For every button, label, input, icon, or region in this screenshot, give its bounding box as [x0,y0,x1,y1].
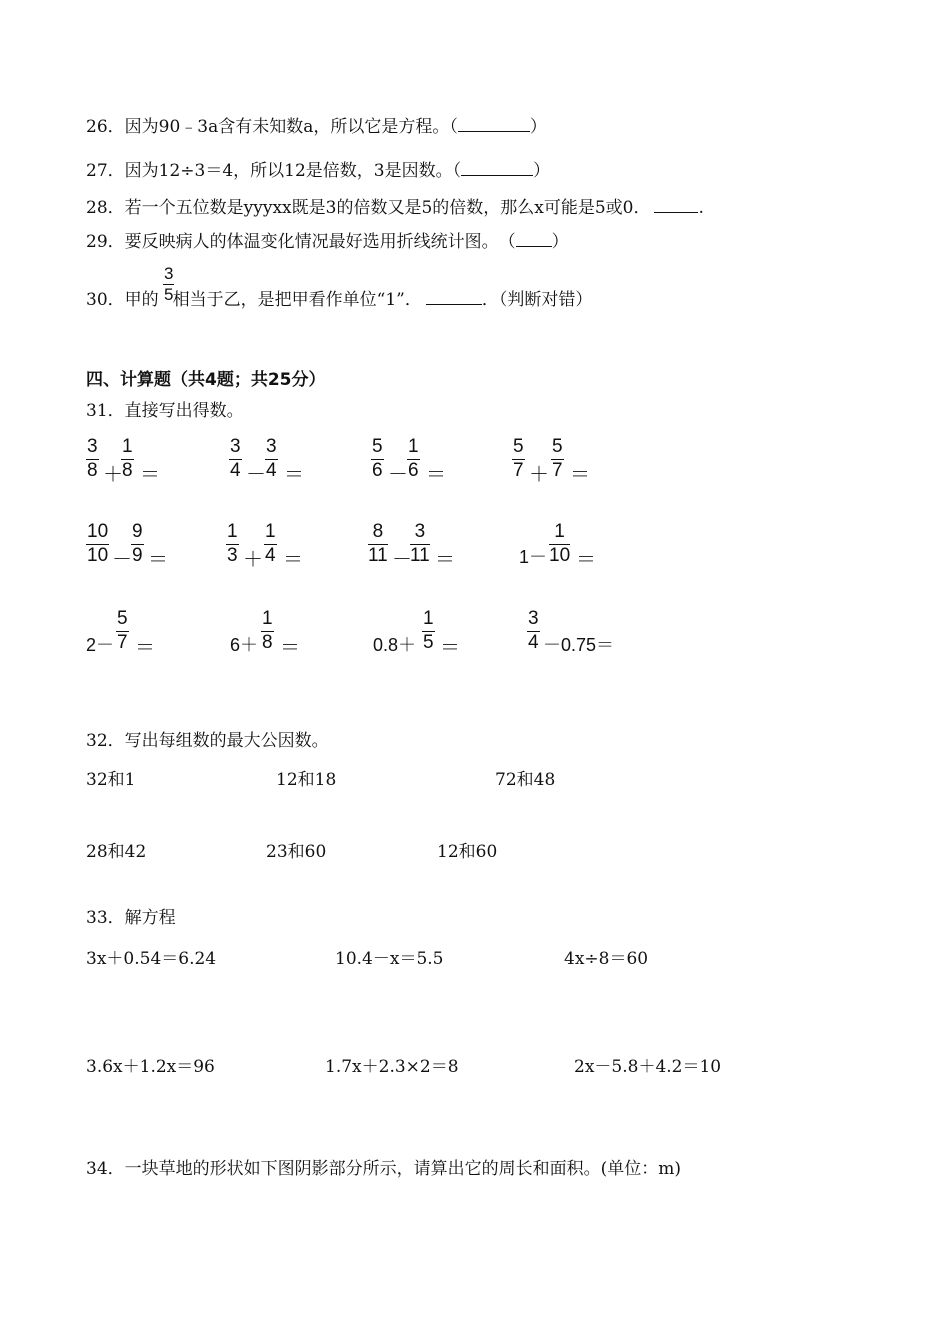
question-32-title: 32．写出每组数的最大公因数。 [86,731,329,751]
question-27 [86,160,550,182]
answer-blank[interactable] [458,117,530,132]
fraction-b [116,609,129,653]
question-end: ） [533,161,551,181]
operator: ＋ [103,464,123,486]
fraction-a [226,522,239,566]
equation: 2x－5.8＋4.2＝10 [574,1057,722,1077]
operator: － [392,549,412,571]
numerator: 1 [121,437,134,460]
numerator: 5 [512,437,525,460]
prefix: 6＋ [230,635,259,655]
question-text: 要反映病人的体温变化情况最好选用折线统计图。 （ [124,232,516,252]
denominator: 5 [164,285,174,304]
numerator: 3 [265,437,278,460]
operator: ＋ [243,549,263,571]
fraction-b [265,437,278,481]
denominator: 4 [230,460,241,481]
numerator: 5 [371,437,384,460]
numerator: 5 [116,609,129,632]
operator: － [112,549,132,571]
question-text: 因为90﹣3a含有未知数a，所以它是方程。（ [124,117,458,137]
equals: ＝ [435,549,455,571]
fraction-b [407,437,420,481]
question-end: . [698,198,704,218]
fraction-b [131,522,144,566]
equation: 4x÷8＝60 [564,949,649,969]
denominator: 11 [410,545,430,566]
numerator: 10 [86,522,109,545]
prefix: 0.8＋ [373,635,417,655]
operator: － [246,464,266,486]
equation: 3x＋0.54＝6.24 [86,949,217,969]
equals: ＝ [148,549,168,571]
numerator: 3 [164,264,174,283]
fraction-a [229,437,242,481]
fraction-b [261,609,274,653]
numerator: 3 [527,609,540,632]
denominator: 8 [122,460,133,481]
question-number: 30． [86,290,125,310]
denominator: 9 [132,545,143,566]
denominator: 8 [262,632,273,653]
gcd-item: 12和18 [276,770,337,790]
denominator: 3 [227,545,238,566]
denominator: 4 [266,460,277,481]
suffix: －0.75＝ [543,635,615,655]
equals: ＝ [576,549,596,571]
question-31-title: 31．直接写出得数。 [86,401,244,421]
equals: ＝ [280,637,300,659]
fraction-a [86,437,99,481]
answer-blank[interactable] [516,232,552,247]
answer-blank[interactable] [654,198,698,213]
numerator: 1 [264,522,277,545]
denominator: 8 [87,460,98,481]
equation: 1.7x＋2.3×2＝8 [325,1057,459,1077]
question-26 [86,116,547,138]
fraction-a [512,437,525,481]
fraction-b [264,522,277,566]
gcd-item: 72和48 [495,770,556,790]
fraction-b [422,609,435,653]
question-text-post: 相当于乙，是把甲看作单位“1”． [172,290,422,310]
denominator: 6 [408,460,419,481]
equals: ＝ [140,464,160,486]
denominator: 7 [117,632,128,653]
gcd-item: 12和60 [437,842,498,862]
denominator: 7 [513,460,524,481]
fraction-b [121,437,134,481]
question-text: 若一个五位数是yyyxx既是3的倍数又是5的倍数，那么x可能是5或0． [124,198,651,218]
denominator: 10 [549,545,571,566]
numerator: 5 [551,437,564,460]
answer-blank[interactable] [461,161,533,176]
question-30 [86,289,592,311]
numerator: 9 [131,522,144,545]
numerator: 3 [86,437,99,460]
denominator: 4 [528,632,539,653]
numerator: 8 [368,522,388,545]
gcd-item: 28和42 [86,842,147,862]
denominator: 4 [265,545,276,566]
fraction-a [527,609,540,653]
equation: 3.6x＋1.2x＝96 [86,1057,215,1077]
equals: ＝ [135,637,155,659]
equation: 10.4－x＝5.5 [335,949,444,969]
operator: － [388,464,408,486]
denominator: 6 [372,460,383,481]
question-number: 29． [86,232,125,252]
denominator: 11 [368,545,388,566]
equals: ＝ [570,464,590,486]
operator: ＋ [529,464,549,486]
numerator: 3 [229,437,242,460]
equals: ＝ [283,549,303,571]
question-29 [86,231,569,253]
prefix: 1－ [519,547,548,567]
fraction-b [410,522,430,566]
question-number: 28． [86,198,125,218]
fraction [163,265,174,303]
denominator: 7 [552,460,563,481]
numerator: 3 [410,522,430,545]
section-title: 四、计算题（共4题；共25分） [86,370,326,390]
question-number: 27． [86,161,125,181]
denominator: 5 [423,632,434,653]
question-end: ．（判断对错） [481,290,593,310]
question-text-pre: 甲的 [124,290,159,310]
fraction-b [549,522,570,566]
question-number: 26． [86,117,125,137]
equals: ＝ [426,464,446,486]
question-end: ） [529,117,547,137]
fraction-a [371,437,384,481]
question-34: 34．一块草地的形状如下图阴影部分所示，请算出它的周长和面积。(单位：m) [86,1159,682,1179]
gcd-item: 32和1 [86,770,136,790]
fraction-b [551,437,564,481]
fraction-a [368,522,388,566]
equals: ＝ [440,637,460,659]
numerator: 1 [407,437,420,460]
prefix: 2－ [86,635,115,655]
question-33-title: 33．解方程 [86,908,176,928]
gcd-item: 23和60 [266,842,327,862]
numerator: 1 [549,522,570,545]
question-28 [86,197,704,219]
fraction-a [86,522,109,566]
numerator: 1 [422,609,435,632]
denominator: 10 [87,545,109,566]
question-end: ） [551,232,569,252]
numerator: 1 [226,522,239,545]
equals: ＝ [284,464,304,486]
numerator: 1 [261,609,274,632]
question-text: 因为12÷3＝4，所以12是倍数，3是因数。（ [124,161,462,181]
answer-blank[interactable] [426,290,482,305]
